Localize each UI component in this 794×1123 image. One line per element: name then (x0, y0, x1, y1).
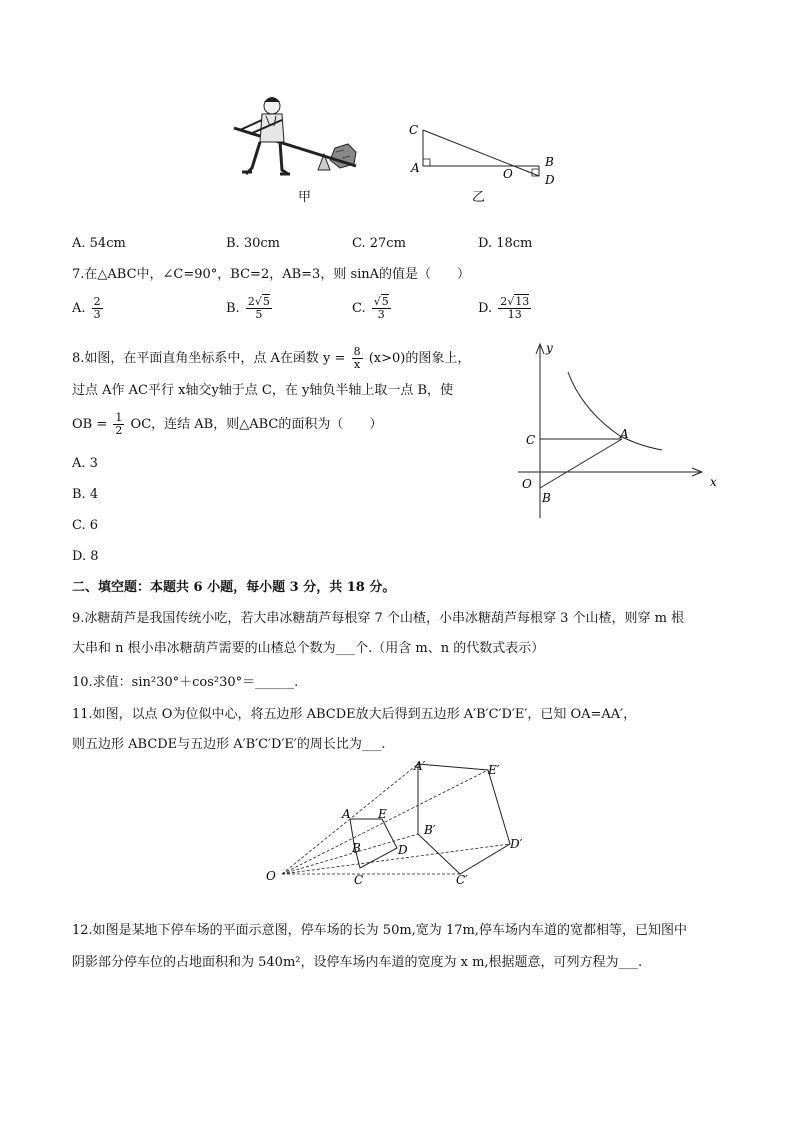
point-D-label: D (545, 173, 555, 187)
homothety-pentagon-figure (262, 756, 542, 886)
q11-line2: 则五边形 ABCDE与五边形 A′B′C′D′E′的周长比为___. (72, 737, 386, 752)
q8-line1: 8.如图，在平面直角坐标系中，点 A在函数 y = $\frac{8}{x}$ (x>0)的图象上， (72, 345, 471, 371)
q7-option-d: D. $\frac{2√13}{13}$ (478, 295, 530, 321)
q12-line1: 12.如图是某地下停车场的平面示意图，停车场的长为 50m,宽为 17m,停车场内车道的宽都相等，已知图中 (72, 923, 687, 938)
q6-option-d: D. 18cm (478, 236, 533, 251)
q10-text: 10.求值：sin²30°＋cos²30°＝______. (72, 675, 299, 690)
q8-line3: OB = $\frac{1}{2}$ OC，连结 AB，则△ABC的面积为（ ） (72, 411, 383, 437)
graph-A-label: A (620, 427, 629, 441)
label-B-prime: B′ (424, 823, 436, 837)
label-B: B (352, 841, 361, 855)
point-C-label: C (409, 123, 419, 137)
q8-option-b: B. 4 (72, 487, 99, 502)
figure-yi-label: 乙 (472, 190, 486, 205)
graph-O-label: O (522, 477, 532, 491)
figure-jia-label: 甲 (298, 190, 312, 205)
section-2-heading: 二、填空题：本题共 6 小题，每小题 3 分，共 18 分。 (72, 580, 396, 595)
point-O-label: O (503, 167, 513, 181)
q6-option-b: B. 30cm (226, 236, 280, 251)
q8-line2: 过点 A作 AC平行 x轴交y轴于点 C，在 y轴负半轴上取一点 B，使 (72, 383, 454, 398)
graph-C-label: C (526, 433, 536, 447)
q6-option-c: C. 27cm (352, 236, 406, 251)
q6-option-a: A. 54cm (72, 236, 126, 251)
label-A: A (342, 807, 351, 821)
label-O: O (266, 869, 276, 883)
label-D-prime: D′ (510, 837, 523, 851)
q12-line2: 阴影部分停车位的占地面积和为 540m²，设停车场内车道的宽度为 x m,根据题意，可列方程为___. (72, 955, 643, 970)
q7-option-c: C. $\frac{√5}{3}$ (352, 295, 389, 321)
label-D: D (398, 843, 408, 857)
q9-line1: 9.冰糖葫芦是我国传统小吃，若大串冰糖葫芦每根穿 7 个山楂，小串冰糖葫芦每根穿 3 个山楂，则穿 m 根 (72, 611, 685, 626)
point-B-label: B (545, 155, 554, 169)
graph-B-label: B (542, 491, 551, 505)
lever-illustration (230, 92, 360, 182)
q8-coordinate-graph (510, 338, 750, 523)
q7-option-b: B. $\frac{2√5}{5}$ (226, 295, 270, 321)
q7-option-a: A. $\frac{2}{3}$ (72, 295, 101, 321)
q11-line1: 11.如图，以点 O为位似中心，将五边形 ABCDE放大后得到五边形 A′B′C′D′E′，已知 OA=AA′， (72, 707, 637, 722)
q7-stem: 7.在△ABC中，∠C=90°，BC=2，AB=3，则 sinA的值是（ ） (72, 267, 471, 282)
q8-option-d: D. 8 (72, 549, 99, 564)
q8-option-c: C. 6 (72, 518, 99, 533)
q8-option-a: A. 3 (72, 456, 98, 471)
point-A-label: A (411, 161, 420, 175)
label-A-prime: A′ (414, 759, 426, 773)
graph-y-label: y (546, 341, 553, 355)
triangle-figure (405, 118, 565, 190)
q9-line2: 大串和 n 根小串冰糖葫芦需要的山楂总个数为___个.（用含 m、n 的代数式表示） (72, 641, 545, 656)
label-E-prime: E′ (488, 763, 500, 777)
label-E: E (378, 807, 387, 821)
label-C: C (354, 873, 364, 886)
label-C-prime: C′ (456, 873, 468, 886)
graph-x-label: x (710, 475, 717, 489)
